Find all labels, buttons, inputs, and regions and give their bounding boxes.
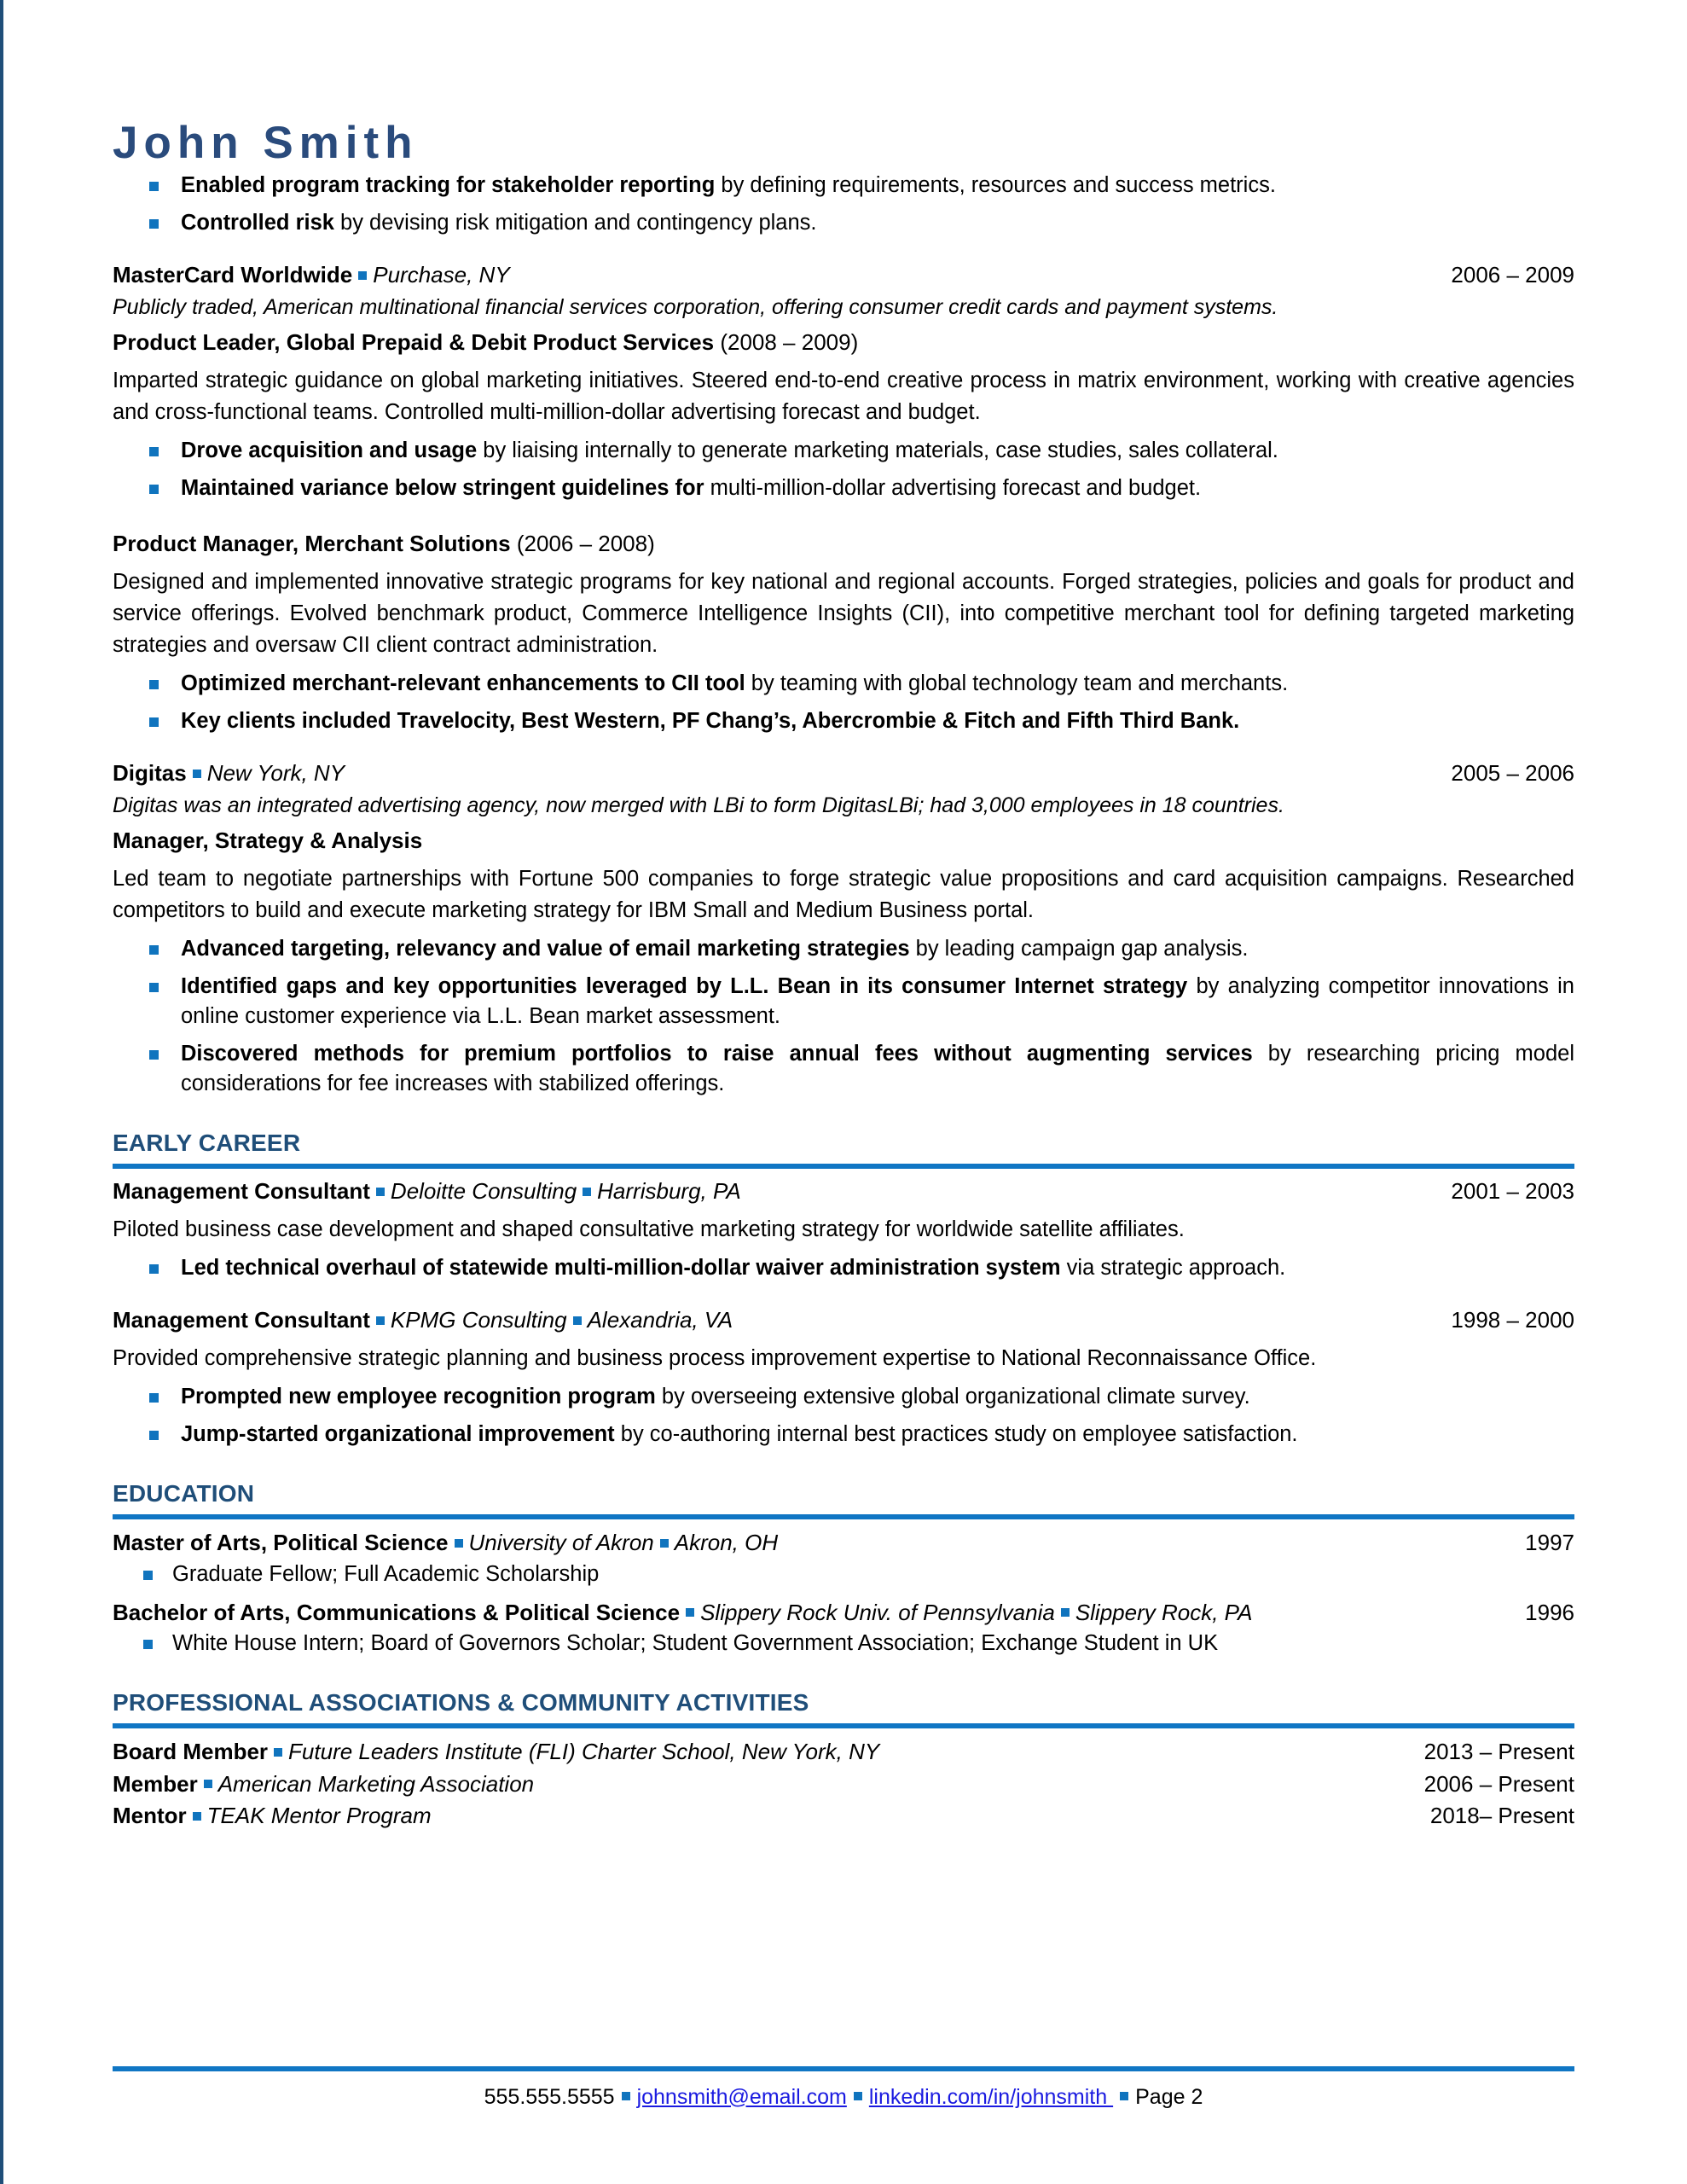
association-entry — [113, 1736, 1574, 1768]
footer-rule — [113, 2066, 1574, 2071]
experience-header — [113, 260, 1574, 290]
role-header — [113, 826, 1574, 856]
association-entry — [113, 1800, 1574, 1832]
job-dates: 1998 – 2000 — [1451, 1307, 1574, 1333]
list-item — [113, 1039, 1574, 1099]
early-career-entry-header — [113, 1305, 1574, 1335]
company-name: Deloitte Consulting — [390, 1178, 577, 1205]
association-role: Board Member — [113, 1739, 269, 1765]
bullet-bold-text: Identified gaps and key opportunities leveraged by L.L. Bean in its consumer Internet strategy — [181, 973, 1188, 998]
company-blurb: Publicly traded, American multinational financial services corporation, offering consumer credit cards and payment systems. — [113, 294, 1278, 319]
list-item — [113, 1382, 1574, 1412]
role-paragraph: Imparted strategic guidance on global marketing initiatives. Steered end-to-end creative process in matrix environment, working with creative agencies and cross-functional teams. Controlled multi-million-dollar advertising forecast and budget. — [113, 369, 1574, 424]
education-entry — [113, 1527, 1574, 1559]
square-separator-icon — [193, 770, 201, 778]
degree-name: Bachelor of Arts, Communications & Political Science — [113, 1599, 681, 1625]
job-title: Management Consultant — [113, 1178, 370, 1205]
bullet-rest-text: by devising risk mitigation and contingency plans. — [333, 210, 817, 235]
bullet-bold-text: Jump-started organizational improvement — [181, 1421, 615, 1446]
association-dates: 2018– Present — [1429, 1803, 1574, 1829]
company-dates: 2005 – 2006 — [1451, 759, 1574, 786]
section-heading: EARLY CAREER — [113, 1130, 301, 1157]
job-dates: 2001 – 2003 — [1451, 1178, 1574, 1205]
school-location: Slippery Rock, PA — [1075, 1599, 1253, 1625]
company-location: New York, NY — [206, 759, 345, 786]
bullet-bold-text: Maintained variance below stringent guidelines for — [181, 475, 704, 500]
continued-bullet-list — [113, 171, 1574, 238]
role-dates: (2008 – 2009) — [720, 328, 859, 355]
section-rule — [113, 1723, 1574, 1728]
education-entry-left — [113, 1597, 1525, 1629]
early-career-entry-left — [113, 1176, 1451, 1206]
bullet-bold-text: Led technical overhaul of statewide multi-million-dollar waiver administration system — [181, 1256, 1061, 1281]
square-separator-icon — [358, 271, 367, 280]
square-separator-icon — [1120, 2092, 1128, 2100]
square-separator-icon — [455, 1539, 463, 1548]
association-entry-left — [113, 1800, 1430, 1832]
experience-header — [113, 758, 1574, 788]
square-separator-icon — [1061, 1608, 1070, 1617]
role-bullet-list — [113, 436, 1574, 503]
list-item — [113, 972, 1574, 1031]
school-location: Akron, OH — [674, 1530, 779, 1556]
company-location: Purchase, NY — [373, 262, 510, 288]
footer-linkedin-link[interactable]: linkedin.com/in/johnsmith — [868, 2084, 1114, 2109]
list-item — [113, 934, 1574, 964]
job-title: Management Consultant — [113, 1307, 370, 1333]
bullet-rest-text: by teaming with global technology team and merchants. — [745, 671, 1289, 695]
education-year: 1997 — [1525, 1530, 1574, 1556]
school-name: University of Akron — [468, 1530, 654, 1556]
early-career-entry-header — [113, 1176, 1574, 1206]
square-separator-icon — [376, 1316, 385, 1325]
education-entry-left — [113, 1527, 1525, 1559]
association-entry-left — [113, 1736, 1424, 1768]
role-title: Manager, Strategy & Analysis — [113, 827, 423, 853]
association-org: Future Leaders Institute (FLI) Charter School, New York, NY — [288, 1739, 880, 1765]
square-separator-icon — [686, 1608, 694, 1617]
experience-header-left — [113, 260, 1451, 290]
section-heading: EDUCATION — [113, 1480, 255, 1507]
association-dates: 2006 – Present — [1423, 1770, 1574, 1797]
bullet-rest-text: via strategic approach. — [1060, 1256, 1286, 1281]
square-separator-icon — [204, 1780, 212, 1788]
role-dates: (2006 – 2008) — [516, 531, 655, 557]
association-role: Mentor — [113, 1803, 187, 1829]
section-heading: PROFESSIONAL ASSOCIATIONS & COMMUNITY ACTIVITIES — [113, 1689, 809, 1716]
experience-header-left — [113, 758, 1451, 788]
role-header — [113, 328, 1574, 357]
list-item — [113, 436, 1574, 466]
list-item: Graduate Fellow; Full Academic Scholarship — [113, 1560, 1574, 1589]
company-location: Alexandria, VA — [587, 1307, 733, 1333]
company-dates: 2006 – 2009 — [1451, 262, 1574, 288]
degree-name: Master of Arts, Political Science — [113, 1530, 449, 1556]
education-bullet-list — [113, 1629, 1574, 1658]
company-blurb: Digitas was an integrated advertising agency, now merged with LBi to form DigitasLBi; had 3,000 employees in 18 countries. — [113, 793, 1284, 817]
bullet-bold-text: Enabled program tracking for stakeholder reporting — [181, 172, 716, 197]
list-item — [113, 473, 1574, 503]
role-paragraph: Led team to negotiate partnerships with Fortune 500 companies to forge strategic value propositions and card acquisition campaigns. Researched competitors to build and execute marketing strategy for IBM Small and Medium Business portal. — [113, 867, 1574, 922]
association-entry — [113, 1769, 1574, 1800]
company-name: Digitas — [113, 759, 187, 786]
bullet-rest-text: by researching pricing model considerations for fee increases with stabilized offerings. — [181, 1042, 1574, 1096]
role-header — [113, 529, 1574, 559]
association-org: TEAK Mentor Program — [206, 1803, 432, 1829]
bullet-rest-text: by defining requirements, resources and success metrics. — [715, 172, 1276, 197]
square-separator-icon — [193, 1812, 201, 1821]
bullet-bold-text: Advanced targeting, relevancy and value of email marketing strategies — [181, 936, 910, 961]
page-left-border — [0, 0, 3, 2184]
bullet-bold-text: Prompted new employee recognition program — [181, 1384, 656, 1409]
role-bullet-list — [113, 934, 1574, 1100]
list-item — [113, 706, 1574, 736]
section-rule — [113, 1514, 1574, 1519]
bullet-bold-text: Controlled risk — [181, 210, 334, 235]
list-item — [113, 171, 1574, 200]
section-associations — [113, 1687, 1574, 1832]
role-bullet-list — [113, 669, 1574, 736]
company-name: KPMG Consulting — [390, 1307, 567, 1333]
square-separator-icon — [660, 1539, 669, 1548]
school-name: Slippery Rock Univ. of Pennsylvania — [700, 1599, 1055, 1625]
footer-contact-line — [113, 2083, 1574, 2111]
square-separator-icon — [573, 1316, 582, 1325]
page-footer — [113, 2066, 1574, 2111]
list-item — [113, 669, 1574, 699]
section-early-career — [113, 1128, 1574, 1449]
square-separator-icon — [854, 2092, 862, 2100]
footer-phone: 555.555.5555 — [484, 2084, 615, 2109]
bullet-rest-text: by leading campaign gap analysis. — [909, 936, 1249, 961]
resume-content — [113, 119, 1574, 1833]
list-item — [113, 1420, 1574, 1449]
education-entry — [113, 1597, 1574, 1629]
role-paragraph: Designed and implemented innovative strategic programs for key national and regional accounts. Forged strategies, policies and goals for product and service offerings. Evolved benchmark product, Commerce Intelligence Insights (CII), into competitive merchant tool for defining targeted marketing strategies and oversaw CII client contract administration. — [113, 570, 1574, 657]
job-paragraph: Provided comprehensive strategic planning and business process improvement expertise to National Reconnaissance Office. — [113, 1346, 1317, 1371]
bullet-rest-text: by analyzing competitor innovations in online customer experience via L.L. Bean market assessment. — [181, 973, 1574, 1028]
bullet-rest-text: multi-million-dollar advertising forecast and budget. — [704, 475, 1202, 500]
role-title: Product Leader, Global Prepaid & Debit Product Services — [113, 328, 715, 355]
square-separator-icon — [274, 1748, 282, 1757]
footer-email-link[interactable]: johnsmith@email.com — [636, 2084, 847, 2109]
bullet-bold-text: Drove acquisition and usage — [181, 438, 478, 462]
list-item: White House Intern; Board of Governors Scholar; Student Government Association; Exchange Student in UK — [113, 1629, 1574, 1658]
job-paragraph: Piloted business case development and shaped consultative marketing strategy for worldwide satellite affiliates. — [113, 1217, 1185, 1242]
early-career-entry-left — [113, 1305, 1451, 1335]
section-education — [113, 1478, 1574, 1658]
association-dates: 2013 – Present — [1423, 1739, 1574, 1765]
company-name: MasterCard Worldwide — [113, 262, 353, 288]
section-rule — [113, 1164, 1574, 1169]
education-bullet-list — [113, 1560, 1574, 1589]
association-entry-left — [113, 1769, 1424, 1800]
company-location: Harrisburg, PA — [597, 1178, 741, 1205]
square-separator-icon — [622, 2092, 630, 2100]
list-item — [113, 208, 1574, 238]
square-separator-icon — [376, 1188, 385, 1196]
bullet-rest-text: by overseeing extensive global organizational climate survey. — [655, 1384, 1250, 1409]
bullet-rest-text: by co-authoring internal best practices study on employee satisfaction. — [614, 1421, 1298, 1446]
education-year: 1996 — [1525, 1599, 1574, 1625]
footer-page-number: Page 2 — [1135, 2084, 1203, 2109]
job-bullet-list — [113, 1382, 1574, 1449]
bullet-bold-text: Key clients included Travelocity, Best Western, PF Chang’s, Abercrombie & Fitch and Fifth Third Bank. — [181, 708, 1240, 733]
bullet-rest-text: by liaising internally to generate marketing materials, case studies, sales collateral. — [477, 438, 1278, 462]
association-org: American Marketing Association — [217, 1770, 535, 1797]
square-separator-icon — [583, 1188, 591, 1196]
role-title: Product Manager, Merchant Solutions — [113, 531, 511, 557]
bullet-bold-text: Discovered methods for premium portfolios to raise annual fees without augmenting services — [181, 1042, 1253, 1066]
bullet-bold-text: Optimized merchant-relevant enhancements to CII tool — [181, 671, 745, 695]
list-item — [113, 1253, 1574, 1283]
job-bullet-list — [113, 1253, 1574, 1283]
association-role: Member — [113, 1770, 198, 1797]
page-title: John Smith — [113, 118, 419, 168]
